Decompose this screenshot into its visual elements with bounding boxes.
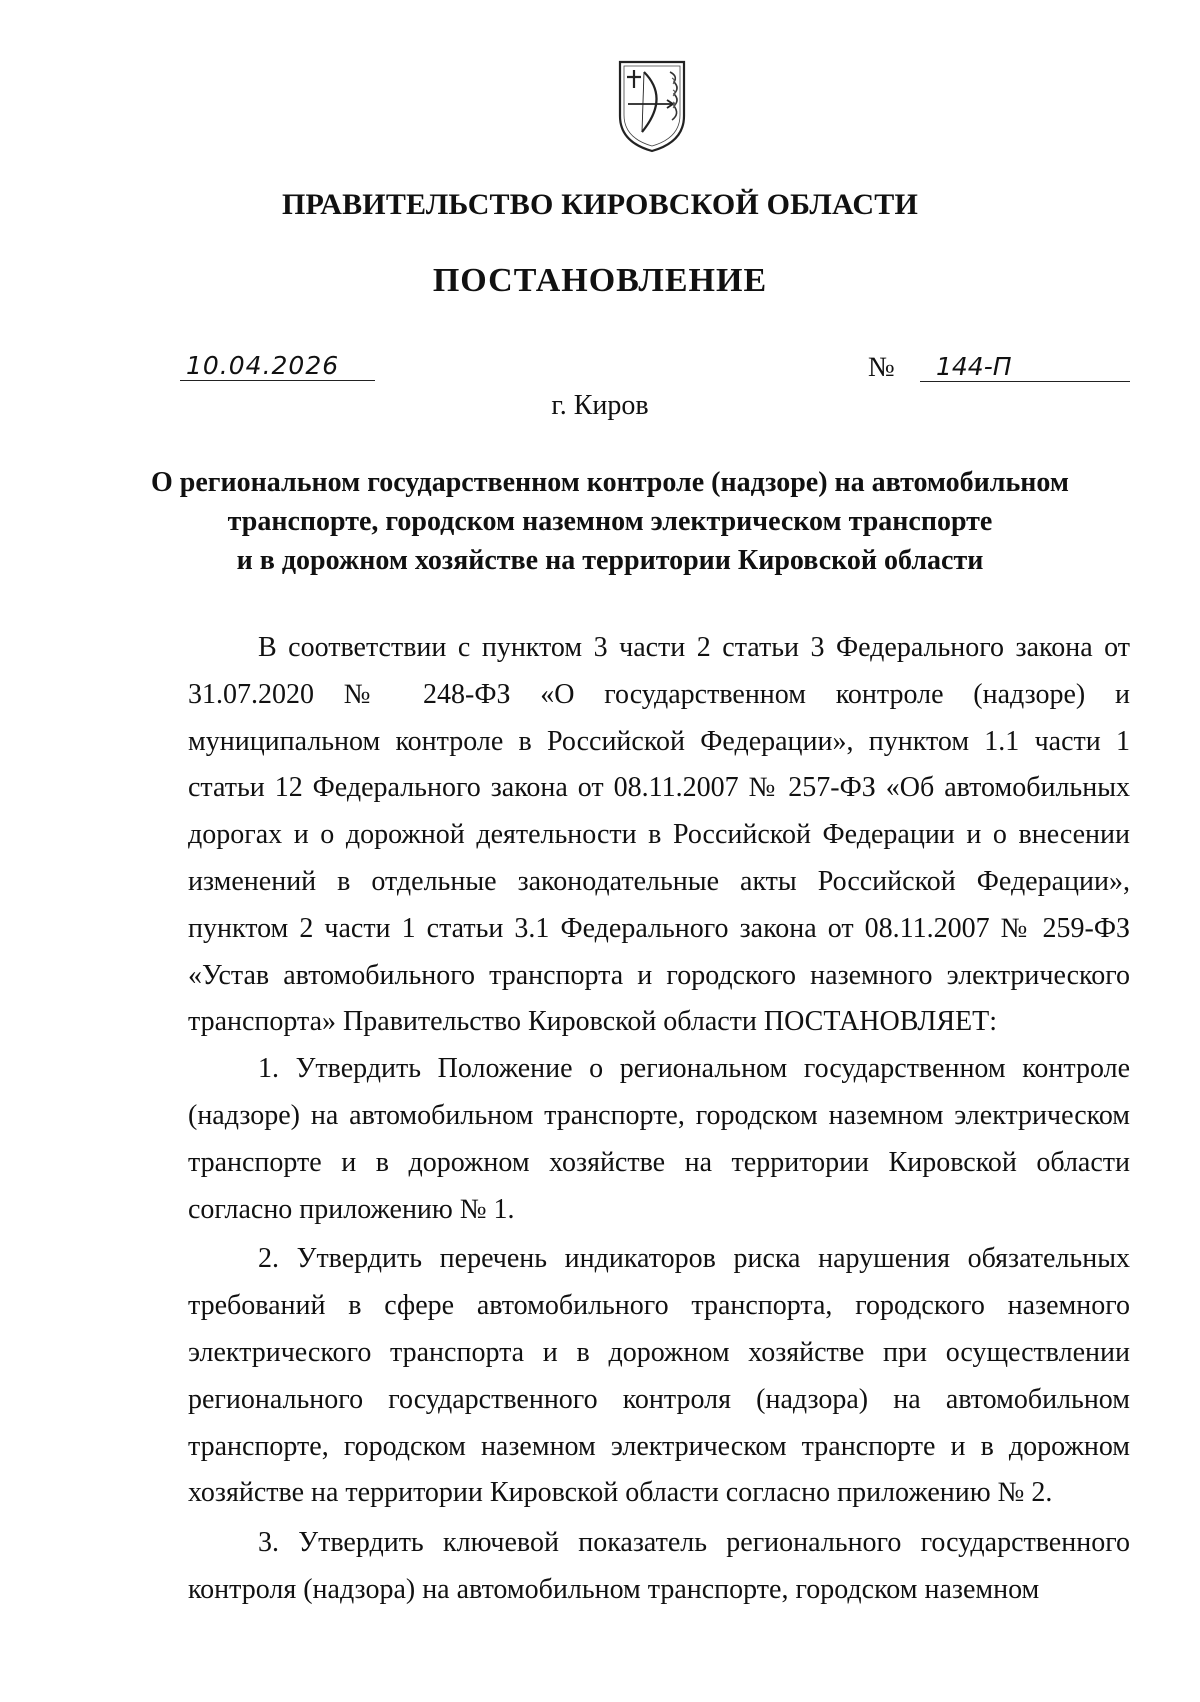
clause-3-paragraph: 3. Утвердить ключевой показатель регионального государственного контроля (надзора) на автомобильном транспорте, городском наземном <box>188 1527 1130 1605</box>
city: г. Киров <box>551 390 649 421</box>
document-number-field <box>868 352 1130 382</box>
document-date-field <box>180 352 375 381</box>
clause-1-paragraph: 1. Утвердить Положение о региональном государственном контроле (надзоре) на автомобильном транспорте, городском наземном электрическом транспорте и в дорожном хозяйстве на территории Кировской области согласно приложению № 1. <box>188 1053 1130 1225</box>
document-number: 144-П <box>936 352 1012 381</box>
clause-2-paragraph: 2. Утвердить перечень индикаторов риска нарушения обязательных требований в сфере автомобильного транспорта, городского наземного электрического транспорта и в дорожном хозяйстве при осуществлении регионального государственного контроля (надзора) на автомобильном транспорте, городском наземном электрическом транспорте и в дорожном хозяйстве на территории Кировской области согласно приложению № 2. <box>188 1243 1130 1509</box>
number-sign: № <box>868 352 895 383</box>
title-line: и в дорожном хозяйстве на территории Кировской области <box>236 545 984 576</box>
document-type: ПОСТАНОВЛЕНИЕ <box>432 262 768 299</box>
organization-name: ПРАВИТЕЛЬСТВО КИРОВСКОЙ ОБЛАСТИ <box>282 188 918 221</box>
number-underline <box>920 351 1130 382</box>
document-date: 10.04.2026 <box>186 351 340 380</box>
document-body <box>188 625 1130 1614</box>
preamble-paragraph: В соответствии с пунктом 3 части 2 статьи 3 Федерального закона от 31.07.2020 № 248-ФЗ «О государственном контроле (надзоре) и муниципальном контроле в Российской Федерации», пунктом 1.1 части 1 статьи 12 Федерального закона от 08.11.2007 № 257-ФЗ «Об автомобильных дорогах и о дорожной деятельности в Российской Федерации и о внесении изменений в отдельные законодательные акты Российской Федерации», пунктом 2 части 1 статьи 3.1 Федерального закона от 08.11.2007 № 259-ФЗ «Устав автомобильного транспорта и городского наземного электрического транспорта» Правительство Кировской области ПОСТАНОВЛЯЕТ: <box>188 632 1130 1038</box>
title-line: транспорте, городском наземном электрическом транспорте <box>227 506 993 537</box>
document-title <box>150 463 1070 580</box>
title-line: О региональном государственном контроле (надзоре) на автомобильном <box>151 467 1069 498</box>
coat-of-arms-icon <box>612 58 692 154</box>
